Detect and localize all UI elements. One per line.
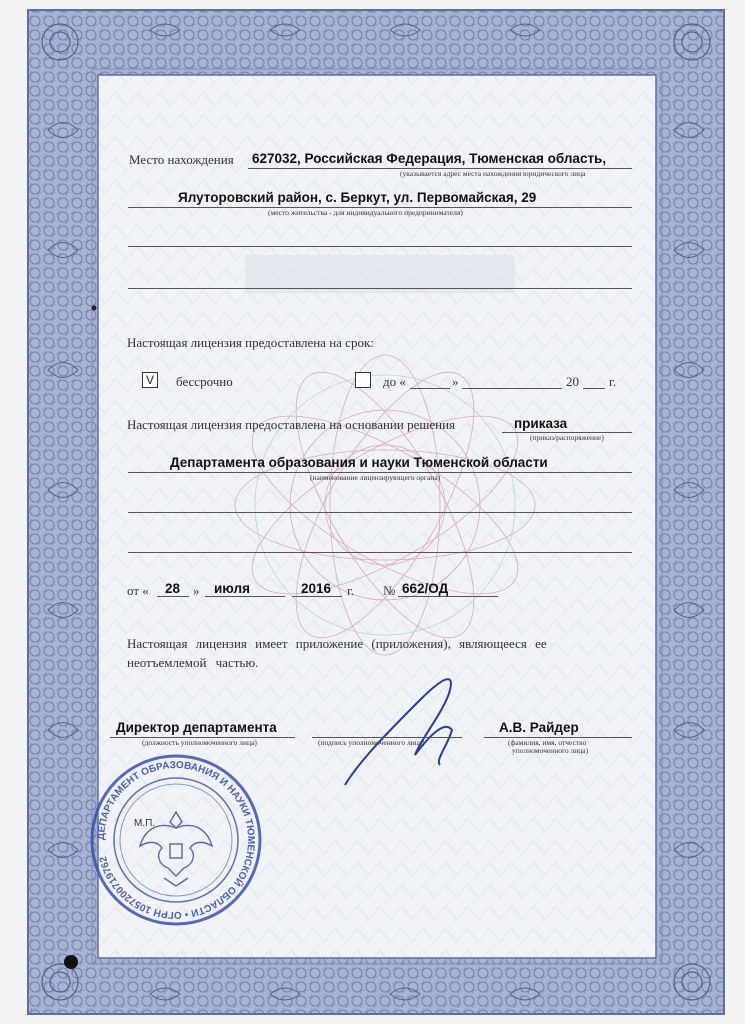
until-prefix: до « [383, 374, 406, 389]
decision-number-sign: № [383, 583, 396, 598]
decision-day-rule [157, 596, 189, 597]
address-line-1: 627032, Российская Федерация, Тюменская область, [252, 151, 607, 166]
stamp-ring-text: ДЕПАРТАМЕНТ ОБРАЗОВАНИЯ И НАУКИ ТЮМЕНСКОЙ ОБЛАСТИ • ОГРН 1057200719762 [95, 759, 257, 921]
appendix-line-1: Настоящая лицензия имеет приложение (приложения), являющееся ее [127, 636, 547, 651]
decision-month: июля [214, 581, 250, 596]
basis-label: Настоящая лицензия предоставлена на основании решения [127, 417, 456, 432]
punch-hole [64, 955, 78, 969]
empty-rule-4 [128, 552, 632, 553]
until-quote-close: » [452, 374, 459, 389]
empty-rule-3 [128, 512, 632, 513]
address-caption-2: (место жительства - для индивидуального предпринимателя) [268, 208, 463, 217]
address-caption-1: (указывается адрес места нахождения юридического лица [400, 169, 586, 178]
decision-number: 662/ОД [402, 581, 449, 596]
until-year-suffix: г. [609, 374, 617, 389]
signature-caption: (подпись уполномоченного лица) [318, 738, 425, 747]
decision-from-open: от « [127, 583, 149, 598]
address-label: Место нахождения [129, 152, 234, 167]
term-label: Настоящая лицензия предоставлена на срок: [127, 335, 374, 350]
decision-year: 2016 [301, 581, 332, 596]
official-seal-stamp [88, 752, 264, 928]
decision-month-rule [205, 596, 285, 597]
decision-year-suffix: г. [347, 583, 355, 598]
unlimited-checkbox[interactable]: V [142, 372, 158, 388]
empty-rule-2 [128, 288, 632, 289]
unlimited-label: бессрочно [176, 374, 233, 389]
until-year-prefix: 20 [566, 374, 579, 389]
decision-from-close: » [193, 583, 200, 598]
appendix-line-2: неотъемлемой частью. [127, 655, 259, 670]
basis-authority-caption: (наименование лицензирующего органа) [310, 473, 441, 482]
mp-mark: М.П. [134, 818, 156, 829]
empty-rule-1 [128, 246, 632, 247]
decision-number-rule [398, 596, 498, 597]
basis-authority: Департамента образования и науки Тюменской области [170, 455, 548, 470]
decision-day: 28 [165, 581, 181, 596]
until-checkbox[interactable] [355, 372, 371, 388]
signatory-name-caption-2: уполномоченного лица) [512, 746, 589, 755]
signatory-name-caption-1: (фамилия, имя, отчество [508, 738, 587, 747]
until-year-rule [583, 388, 605, 389]
decision-year-rule [292, 596, 342, 597]
signatory-position: Директор департамента [116, 720, 277, 735]
basis-doc-type: приказа [514, 416, 568, 431]
signatory-name: А.В. Райдер [499, 720, 579, 735]
basis-doc-type-caption: (приказ/распоряжение) [530, 433, 604, 442]
address-line-2: Ялуторовский район, с. Беркут, ул. Первомайская, 29 [178, 190, 537, 205]
signatory-position-caption: (должность уполномоченного лица) [142, 738, 257, 747]
until-month-rule [462, 388, 562, 389]
until-day-rule [410, 388, 450, 389]
